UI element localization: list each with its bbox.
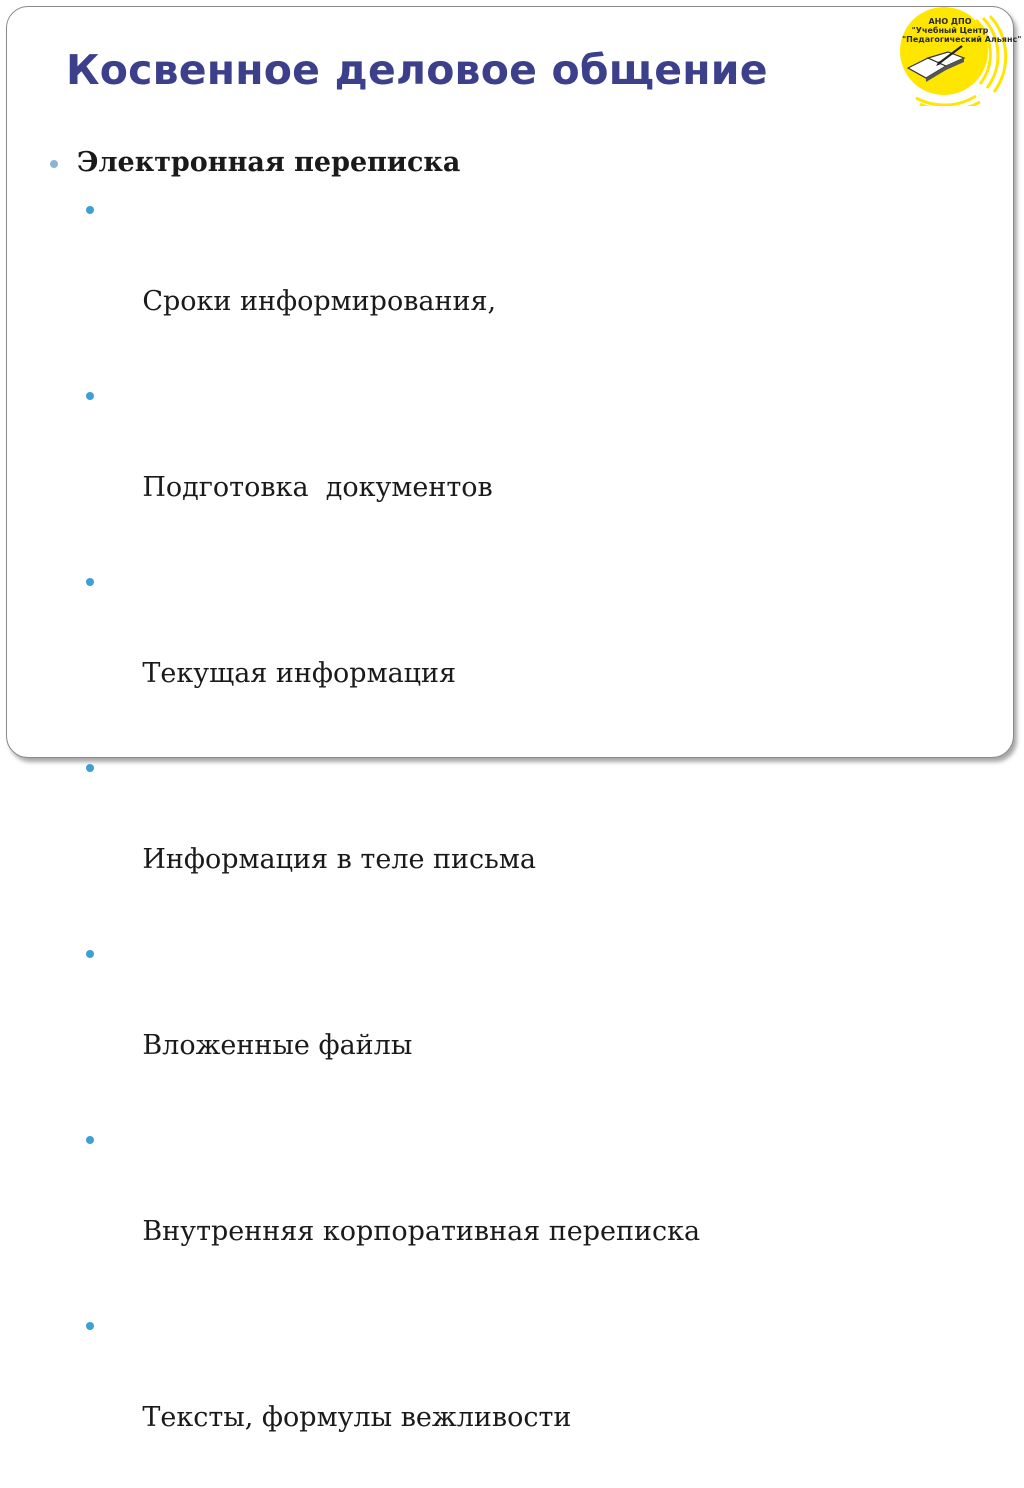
logo-caption xyxy=(902,17,1022,44)
slide-title: Косвенное деловое общение xyxy=(66,46,768,94)
list-item xyxy=(44,744,700,930)
list-item xyxy=(44,186,700,372)
bullet-dot-icon xyxy=(86,578,94,586)
bullet-dot-icon xyxy=(86,392,94,400)
logo-line-2: "Учебный Центр xyxy=(911,26,989,35)
logo-line-3: "Педагогический Альянс" xyxy=(902,35,1022,44)
list-item xyxy=(44,1116,700,1302)
list-item-text: Вложенные файлы xyxy=(142,1030,413,1061)
list-item xyxy=(44,372,700,558)
bullet-dot-icon xyxy=(86,764,94,772)
bullet-heading xyxy=(44,140,700,186)
list-item xyxy=(44,558,700,744)
bullet-dot-icon xyxy=(86,1136,94,1144)
list-item xyxy=(44,930,700,1116)
organization-logo xyxy=(876,6,1022,106)
list-item-text: Сроки информирования, xyxy=(142,286,497,317)
bullet-list xyxy=(44,140,700,1488)
bullet-dot-icon xyxy=(86,1322,94,1330)
list-item-text: Внутренняя корпоративная переписка xyxy=(142,1216,701,1247)
logo-line-1: АНО ДПО xyxy=(928,17,972,26)
list-item-text: Подготовка документов xyxy=(142,472,493,503)
list-item-text: Тексты, формулы вежливости xyxy=(142,1402,572,1433)
bullet-heading-text: Электронная переписка xyxy=(77,147,461,178)
list-item-text: Информация в теле письма xyxy=(142,844,536,875)
list-item xyxy=(44,1302,700,1488)
bullet-dot-icon xyxy=(86,950,94,958)
list-item-text: Текущая информация xyxy=(142,658,457,689)
bullet-dot-icon xyxy=(86,206,94,214)
bullet-dot-icon xyxy=(50,160,58,168)
